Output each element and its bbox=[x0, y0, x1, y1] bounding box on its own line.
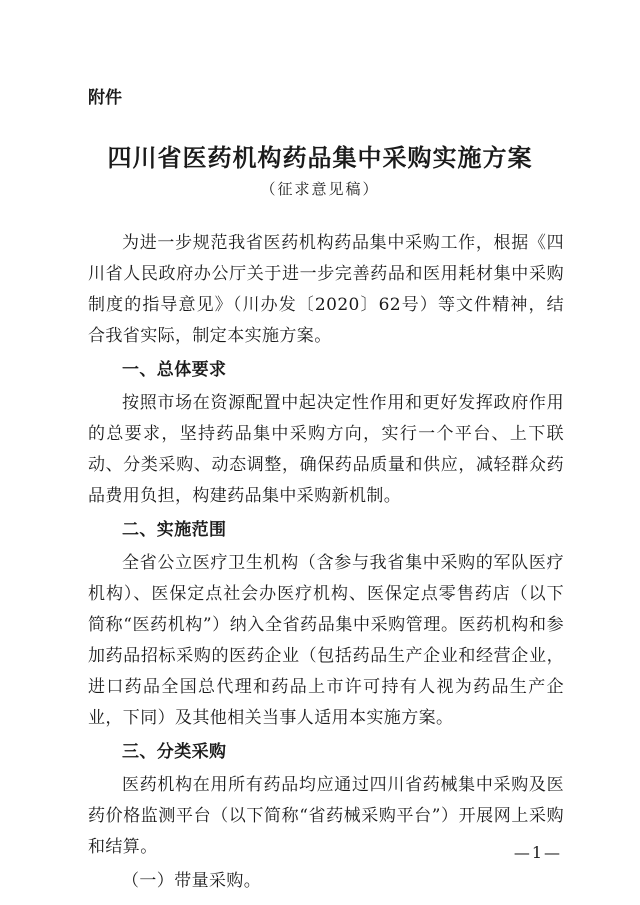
section-heading-classified-procurement: 三、分类采购 bbox=[122, 742, 227, 762]
document-title: 四川省医药机构药品集中采购实施方案 bbox=[107, 143, 533, 172]
section-heading-general-requirements: 一、总体要求 bbox=[122, 360, 227, 380]
document-subtitle: （征求意见稿） bbox=[260, 180, 380, 198]
section-heading-scope: 二、实施范围 bbox=[122, 520, 227, 540]
attachment-label: 附件 bbox=[88, 88, 122, 108]
page-number: —1— bbox=[513, 843, 562, 862]
sub-item-volume-procurement: （一）带量采购。 bbox=[122, 871, 262, 891]
document-body bbox=[88, 228, 564, 899]
section-text-scope: 全省公立医疗卫生机构（含参与我省集中采购的军队医疗机构）、医保定点社会办医疗机构、医保定点零售药店（以下简称“医药机构”）纳入全省药品集中采购管理。医药机构和参加药品招标采购的医药企业（包括药品生产企业和经营企业，进口药品全国总代理和药品上市许可持有人视为药品生产企业，下同）及其他相关当事人适用本实施方案。 bbox=[88, 553, 564, 728]
intro-paragraph: 为进一步规范我省医药机构药品集中采购工作，根据《四川省人民政府办公厅关于进一步完善药品和医用耗材集中采购制度的指导意见》（川办发〔2020〕62号）等文件精神，结合我省实际，制定本实施方案。 bbox=[88, 233, 564, 346]
section-text-classified-procurement: 医药机构在用所有药品均应通过四川省药械集中采购及医药价格监测平台（以下简称“省药械采购平台”）开展网上采购和结算。 bbox=[88, 775, 564, 857]
section-text-general-requirements: 按照市场在资源配置中起决定性作用和更好发挥政府作用的总要求，坚持药品集中采购方向，实行一个平台、上下联动、分类采购、动态调整，确保药品质量和供应，减轻群众药品费用负担，构建药品集中采购新机制。 bbox=[88, 393, 564, 506]
